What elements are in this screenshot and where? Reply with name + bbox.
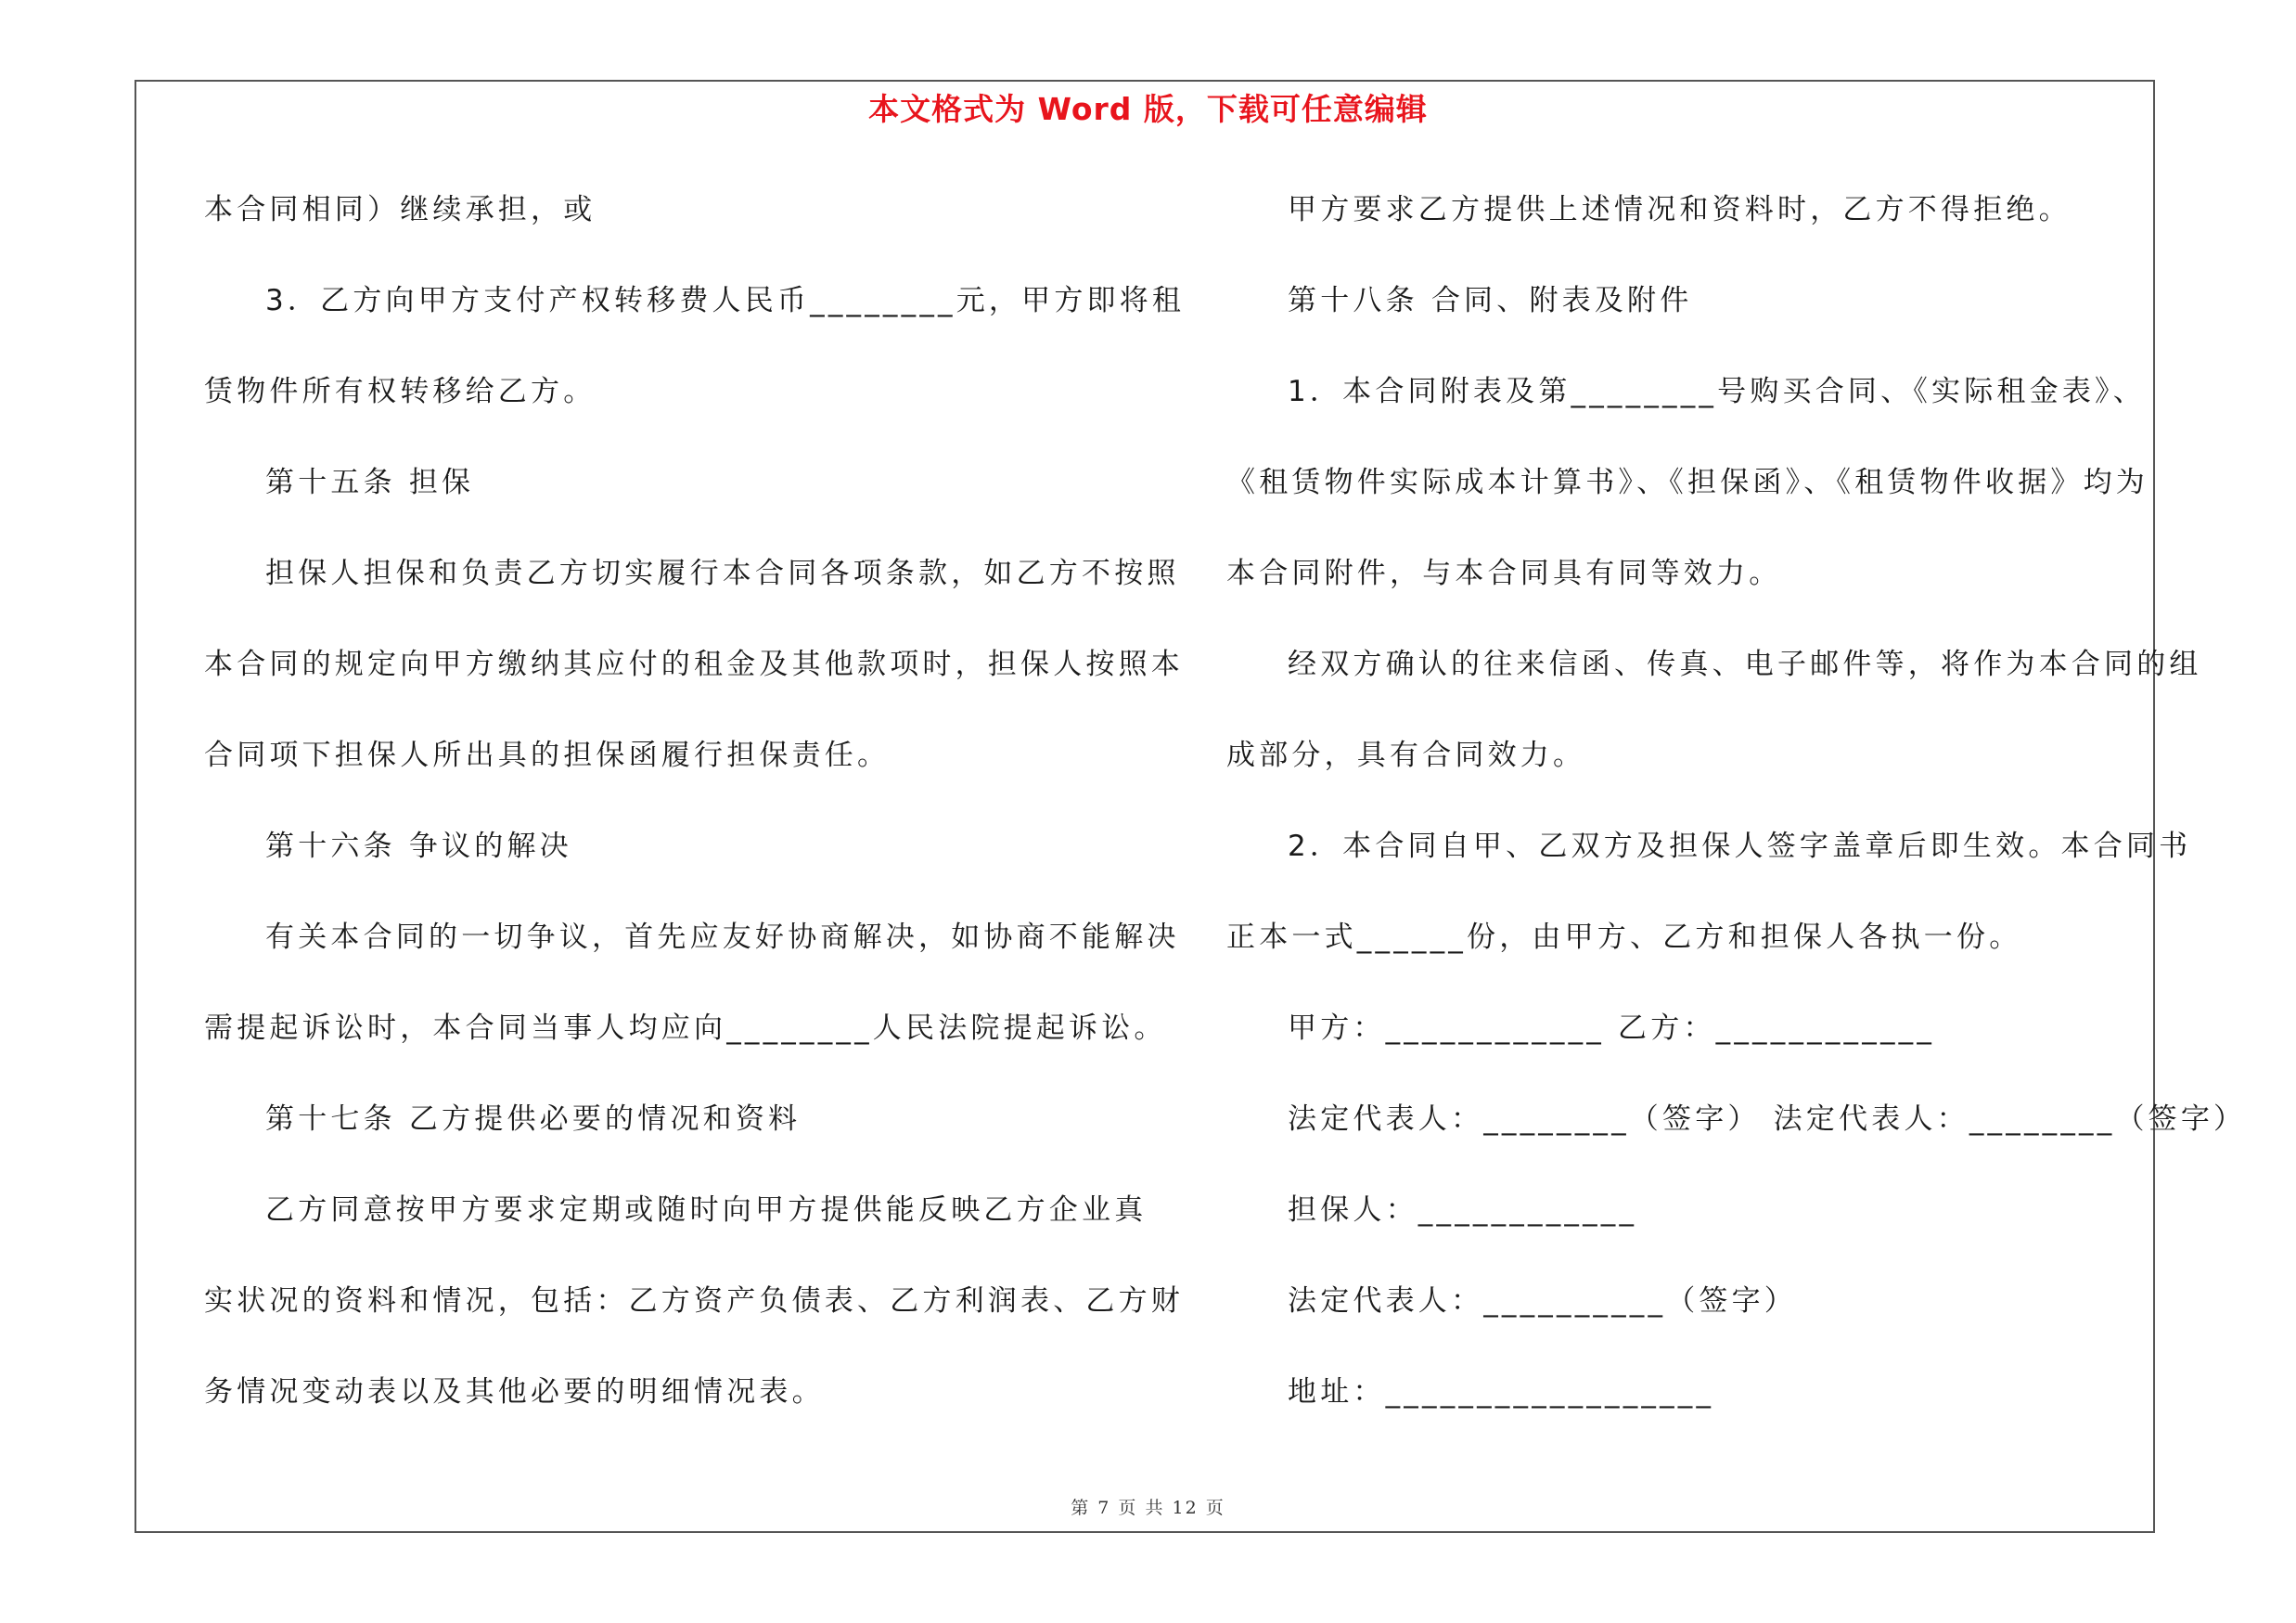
page-number: 第 7 页 共 12 页 (1071, 1498, 1225, 1518)
signature-line-guarantor-representative: 法定代表人：__________（签字） (1288, 1284, 1797, 1318)
left-column (204, 182, 1186, 1455)
section-heading: 第十八条 合同、附表及附件 (1288, 284, 1693, 317)
text-line: 本合同相同）继续承担，或 (204, 193, 596, 226)
text-line: 3．乙方向甲方支付产权转移费人民币________元，甲方即将租 (265, 284, 1186, 317)
section-heading: 第十六条 争议的解决 (265, 830, 572, 863)
signature-line-representatives: 法定代表人：________（签字） 法定代表人：________（签字） (1288, 1102, 2247, 1136)
section-heading: 第十七条 乙方提供必要的情况和资料 (265, 1102, 802, 1136)
text-line: 有关本合同的一切争议，首先应友好协商解决，如协商不能解决 (265, 921, 1180, 954)
text-line: 合同项下担保人所出具的担保函履行担保责任。 (204, 739, 891, 772)
format-banner: 本文格式为 Word 版，下载可任意编辑 (868, 91, 1428, 127)
text-line: 本合同附件，与本合同具有同等效力。 (1226, 557, 1782, 590)
text-line: 需提起诉讼时，本合同当事人均应向________人民法院提起诉讼。 (204, 1011, 1167, 1045)
section-heading: 第十五条 担保 (265, 466, 475, 499)
text-line: 成部分，具有合同效力。 (1226, 739, 1586, 772)
text-line: 乙方同意按甲方要求定期或随时向甲方提供能反映乙方企业真 (265, 1193, 1148, 1227)
text-line: 2．本合同自甲、乙双方及担保人签字盖章后即生效。本合同书 (1288, 830, 2192, 863)
text-line: 甲方要求乙方提供上述情况和资料时，乙方不得拒绝。 (1288, 193, 2072, 226)
text-line: 1．本合同附表及第________号购买合同、《实际租金表》、 (1288, 375, 2146, 408)
text-line: 《租赁物件实际成本计算书》、《担保函》、《租赁物件收据》均为 (1226, 466, 2148, 499)
signature-line-guarantor: 担保人：____________ (1288, 1193, 1638, 1227)
text-line: 赁物件所有权转移给乙方。 (204, 375, 596, 408)
signature-line-address: 地址：__________________ (1288, 1375, 1715, 1409)
right-column (1226, 182, 2247, 1455)
text-line: 实状况的资料和情况，包括：乙方资产负债表、乙方利润表、乙方财 (204, 1284, 1184, 1318)
signature-line-parties: 甲方：____________ 乙方：____________ (1288, 1011, 1936, 1045)
text-line: 正本一式______份，由甲方、乙方和担保人各执一份。 (1226, 921, 2022, 954)
text-line: 务情况变动表以及其他必要的明细情况表。 (204, 1375, 825, 1409)
text-line: 经双方确认的往来信函、传真、电子邮件等，将作为本合同的组 (1288, 648, 2202, 681)
text-line: 担保人担保和负责乙方切实履行本合同各项条款，如乙方不按照 (265, 557, 1180, 590)
text-line: 本合同的规定向甲方缴纳其应付的租金及其他款项时，担保人按照本 (204, 648, 1184, 681)
